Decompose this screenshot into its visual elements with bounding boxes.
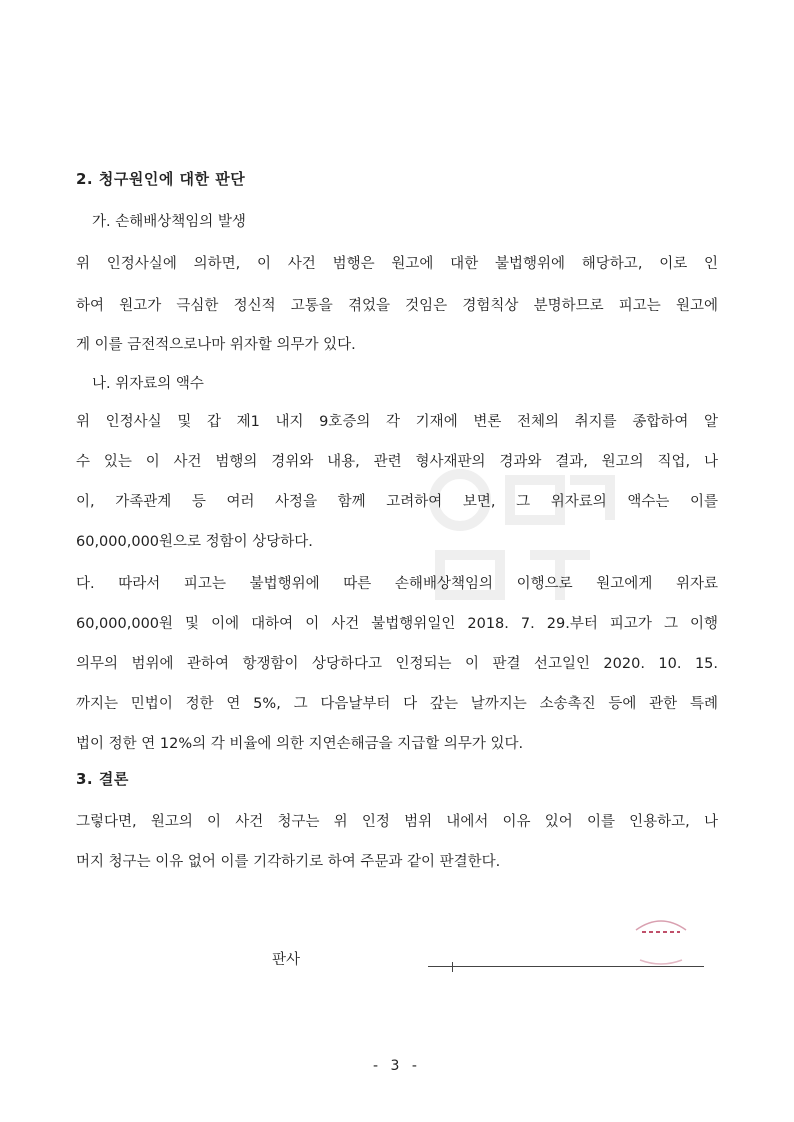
- paragraph-line: 게 이를 금전적으로나마 위자할 의무가 있다.: [76, 337, 356, 353]
- paragraph-line: 60,000,000원 및 이에 대하여 이 사건 불법행위일인 2018. 7. 29.부터 피고가 그 이행: [76, 616, 718, 632]
- judge-label: 판사: [272, 952, 301, 968]
- paragraph-line: 다. 따라서 피고는 불법행위에 따른 손해배상책임의 이행으로 원고에게 위자료: [76, 576, 718, 592]
- paragraph-line: 위 인정사실 및 갑 제1 내지 9호증의 각 기재에 변론 전체의 취지를 종합하여 알: [76, 414, 718, 430]
- paragraph-line: 수 있는 이 사건 범행의 경위와 내용, 관련 형사재판의 경과와 결과, 원고의 직업, 나: [76, 454, 718, 470]
- subsection-title-liability: 가. 손해배상책임의 발생: [92, 214, 246, 230]
- paragraph-line: 법이 정한 연 12%의 각 비율에 의한 지연손해금을 지급할 의무가 있다.: [76, 736, 524, 752]
- paragraph-line: 까지는 민법이 정한 연 5%, 그 다음날부터 다 갚는 날까지는 소송촉진 등에 관한 특례: [76, 696, 718, 712]
- subsection-title-consolation-amount: 나. 위자료의 액수: [92, 376, 204, 392]
- section-heading-conclusion: 3. 결론: [76, 770, 129, 788]
- section-heading-claim-judgment: 2. 청구원인에 대한 판단: [76, 170, 246, 188]
- page-number: - 3 -: [373, 1058, 421, 1074]
- paragraph-line: 60,000,000원으로 정함이 상당하다.: [76, 534, 313, 550]
- paragraph-line: 위 인정사실에 의하면, 이 사건 범행은 원고에 대한 불법행위에 해당하고, 이로 인: [76, 256, 718, 272]
- paragraph-line: 하여 원고가 극심한 정신적 고통을 겪었을 것임은 경험칙상 분명하므로 피고는 원고에: [76, 298, 718, 314]
- signature-tick: [452, 962, 453, 972]
- paragraph-line: 이, 가족관계 등 여러 사정을 함께 고려하여 보면, 그 위자료의 액수는 이를: [76, 494, 718, 510]
- paragraph-line: 그렇다면, 원고의 이 사건 청구는 위 인정 범위 내에서 이유 있어 이를 인용하고, 나: [76, 814, 718, 830]
- paragraph-line: 머지 청구는 이유 없어 이를 기각하기로 하여 주문과 같이 판결한다.: [76, 854, 501, 870]
- court-seal-icon: [632, 910, 690, 968]
- paragraph-line: 의무의 범위에 관하여 항쟁함이 상당하다고 인정되는 이 판결 선고일인 2020. 10. 15.: [76, 656, 718, 672]
